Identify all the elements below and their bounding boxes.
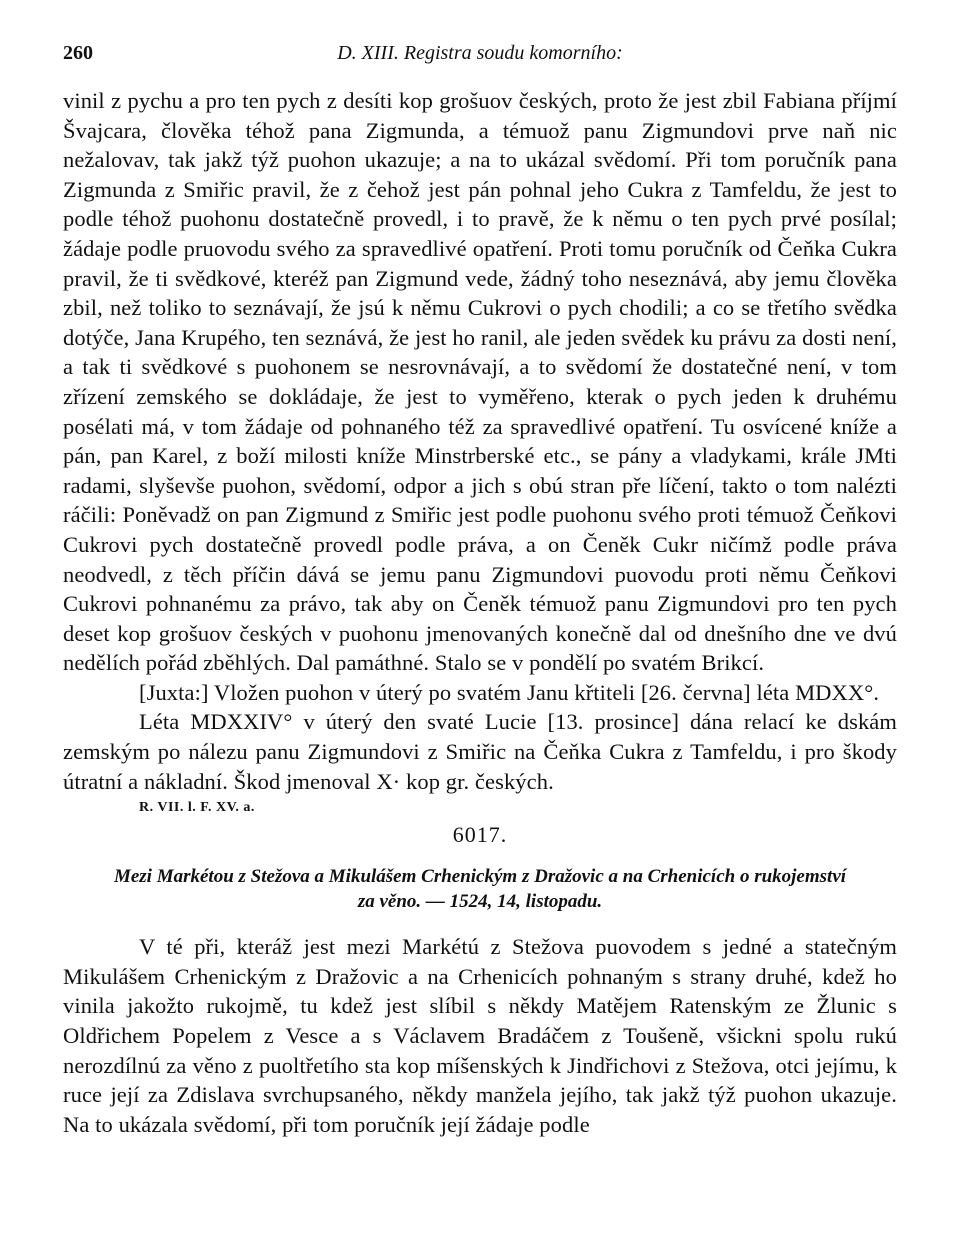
document-text: V té při, kteráž jest mezi Markétú z Stežova puovodem s jedné a statečným Mikulášem Crhenickým z Dražovic a na Crhenicích pohnaným s strany druhé, kdež ho vinila jakožto rukojmě, tu kdež jest slíbil s někdy Matějem Ratenským ze Žlunic s Oldřichem Popelem z Vesce a s Václavem Bradáčem z Toušeně, všickni spolu rukú nerozdílnú za věno z puoltřetího sta kop míšenských k Jindřichovi z Stežova, otci jejímu, k ruce její za Zdislava svrchupsaného, někdy manžela jejího, tak jakž týž puohon ukazuje. Na to ukázala svědomí, při tom poručník její žádaje podle (63, 934, 897, 1137)
page-number: 260 (63, 42, 93, 64)
page-body (63, 86, 897, 1139)
relation-paragraph: Léta MDXXIV° v úterý den svaté Lucie [13. prosince] dána relací ke dskám zemským po nálezu panu Zigmundovi z Smiřic na Čeňka Cukra z Tamfeldu, i pro škody útratní a nákladní. Škod jmenoval X· kop gr. českých. (63, 709, 897, 794)
archive-signature: R. VII. l. F. XV. a. (139, 800, 255, 816)
document-regest (63, 864, 897, 914)
page-header (63, 36, 897, 66)
running-title: D. XIII. Registra soudu komorního: (337, 42, 623, 64)
document-number: 6017. (452, 822, 508, 848)
regest-line-1: Mezi Markétou z Stežova a Mikulášem Crhenickým z Dražovic a na Crhenicích o rukojemství (113, 866, 847, 888)
body-paragraph: vinil z pychu a pro ten pych z desíti kop grošuov českých, proto že jest zbil Fabiana příjmí Švajcara, člověka téhož pana Zigmunda, a témuož panu Zigmundovi prve naň nic nežalovav, tak jakž týž puohon ukazuje; a na to ukázal svědomí. Při tom poručník pana Zigmunda z Smiřic pravil, že z čehož jest pán pohnal jeho Cukra z Tamfeldu, že jest to podle téhož puohonu dostatečně provedl, i to pravě, že k němu o ten pych prvé posílal; žádaje podle pruovodu svého za spravedlivé opatření. Proti tomu poručník od Čeňka Cukra pravil, že ti svědkové, kteréž pan Zigmund vede, žádný toho neseznává, aby jemu člověka zbil, než toliko to seznávají, že jsú k němu Cukrovi o pych chodili; a co se třetího svědka dotýče, Jana Krupého, ten seznává, že jest ho ranil, ale jeden svědek ku právu za dosti není, a tak ti svědkové s puohonem se nesrovnávají, a to svědomí že dostatečné není, v tom zřízení zemského se dokládaje, že jest to vyměřeno, kterak o pych jeden k druhému posélati má, v tom žádaje od pohnaného též za spravedlivé opatření. Tu osvícené kníže a pán, pan Karel, z boží milosti kníže Minstrberské etc., se pány a vladykami, krále JMti radami, slyševše puohon, svědomí, odpor a jich s obú stran pře líčení, takto o tom nalézti ráčili: Poněvadž on pan Zigmund z Smiřic jest podle puohonu svého proti témuož Čeňkovi Cukrovi pych dostatečně provedl podle práva, a on Čeněk Cukr ničímž podle práva neodvedl, z těch příčin dává se jemu panu Zigmundovi puovodu proti němu Čeňkovi Cukrovi pohnanému za právo, tak aby on Čeněk témuož panu Zigmundovi pro ten pych deset kop grošuov českých v puohonu jmenovaných konečně dal od dnešního dne ve dvú nedělích pořád zběhlých. Dal památhné. Stalo se v pondělí po svatém Brikcí. (63, 88, 897, 676)
regest-line-2: za věno. — 1524, 14, listopadu. (357, 891, 603, 913)
juxta-paragraph: [Juxta:] Vložen puohon v úterý po svatém Janu křtiteli [26. června] léta MDXX°. (139, 679, 880, 705)
